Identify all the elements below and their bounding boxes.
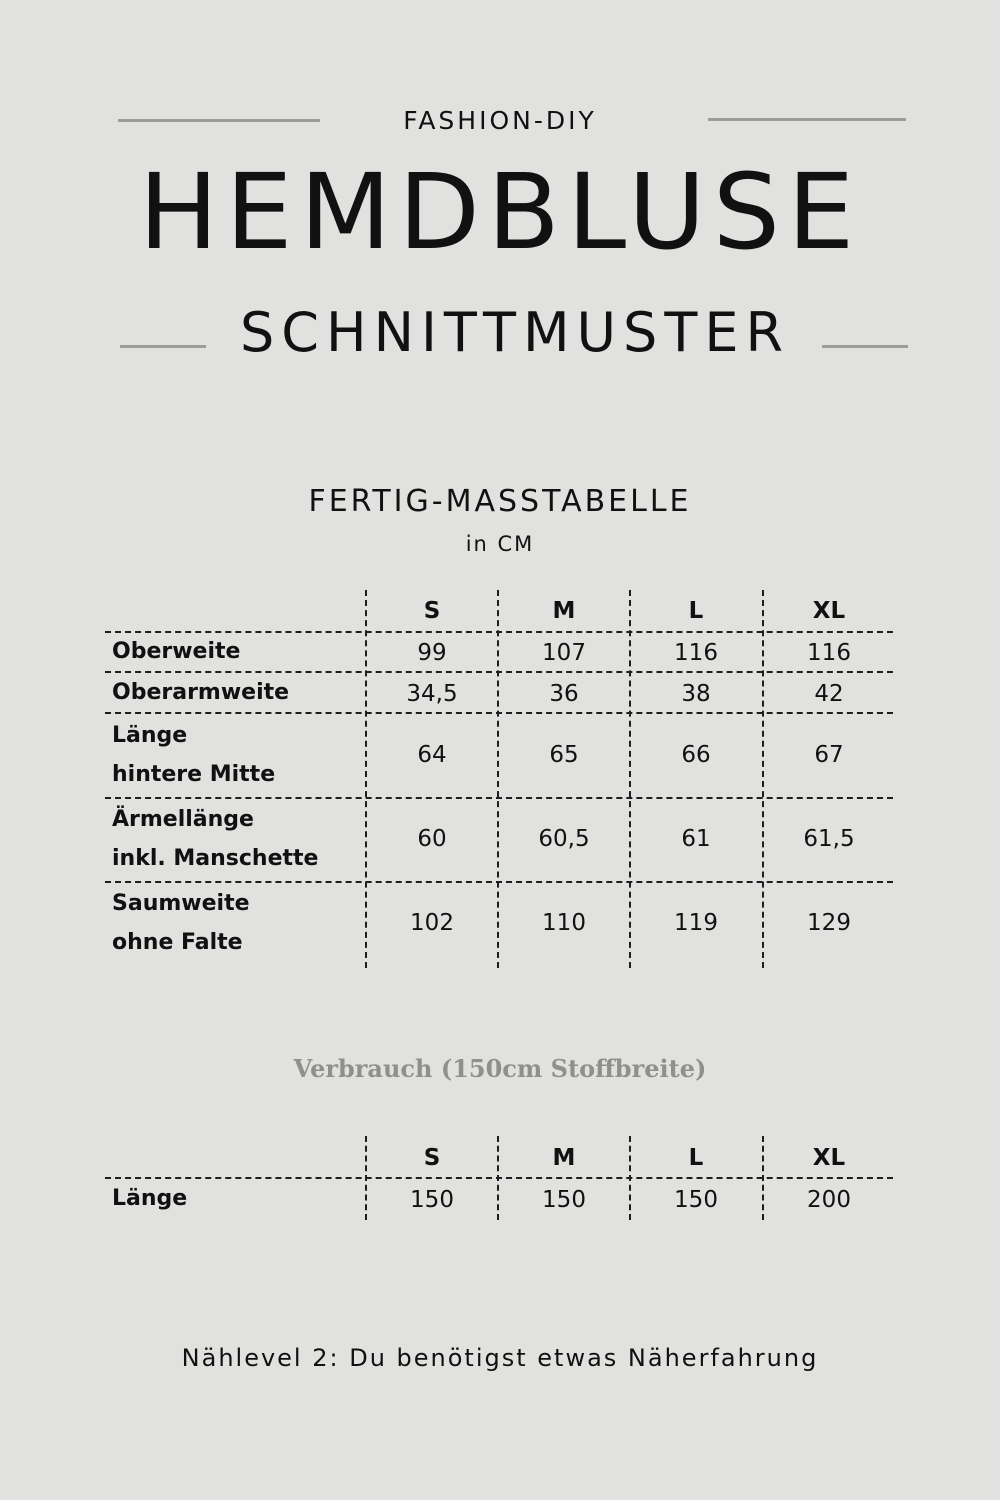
table-cell: 64	[417, 742, 447, 768]
size-header-s: S	[423, 598, 441, 624]
page-title: HEMDBLUSE	[138, 151, 862, 273]
size-header-l: L	[688, 598, 704, 624]
table-cell: 150	[410, 1187, 454, 1213]
table-cell: 67	[814, 742, 844, 768]
kicker-label: FASHION-DIY	[403, 106, 597, 135]
table-cell: 99	[417, 640, 447, 666]
usage-title: Verbrauch (150cm Stoffbreite)	[293, 1054, 707, 1083]
row-label-laenge-sub: hintere Mitte	[112, 762, 276, 787]
table-cell: 61,5	[803, 826, 855, 852]
table-cell: 150	[674, 1187, 718, 1213]
row-label-oberarmweite: Oberarmweite	[112, 680, 290, 705]
size-header-s: S	[423, 1145, 441, 1171]
row-label-oberweite: Oberweite	[112, 639, 241, 664]
table-cell: 129	[807, 910, 851, 936]
table-row-divider	[105, 881, 893, 883]
sewing-level-note: Nählevel 2: Du benötigst etwas Näherfahrung	[181, 1344, 819, 1372]
table-cell: 61	[681, 826, 711, 852]
table-row-divider	[105, 712, 893, 714]
table-cell: 116	[807, 640, 851, 666]
table-cell: 200	[807, 1187, 851, 1213]
row-label-saumweite-sub: ohne Falte	[112, 930, 243, 955]
row-label-saumweite: Saumweite	[112, 891, 250, 916]
table-cell: 60	[417, 826, 447, 852]
table-cell: 66	[681, 742, 711, 768]
table-cell: 38	[681, 681, 711, 707]
table-cell: 34,5	[406, 681, 458, 707]
row-label-aermellaenge: Ärmellänge	[112, 807, 254, 832]
row-label-aermellaenge-sub: inkl. Manschette	[112, 846, 319, 871]
table-row-divider	[105, 797, 893, 799]
table-cell: 119	[674, 910, 718, 936]
size-header-xl: XL	[812, 598, 846, 624]
measurements-title: FERTIG-MASSTABELLE	[308, 484, 692, 519]
page-subtitle: SCHNITTMUSTER	[240, 301, 790, 364]
size-header-m: M	[552, 1145, 576, 1171]
table-cell: 36	[549, 681, 579, 707]
table-row-divider	[105, 1177, 893, 1179]
table-cell: 102	[410, 910, 454, 936]
table-cell: 65	[549, 742, 579, 768]
table-cell: 42	[814, 681, 844, 707]
table-cell: 150	[542, 1187, 586, 1213]
size-header-l: L	[688, 1145, 704, 1171]
table-cell: 60,5	[538, 826, 590, 852]
table-cell: 110	[542, 910, 586, 936]
size-header-m: M	[552, 598, 576, 624]
row-label-laenge: Länge	[112, 723, 188, 748]
measurements-unit: in CM	[465, 532, 535, 556]
row-label-laenge-usage: Länge	[112, 1186, 188, 1211]
table-cell: 107	[542, 640, 586, 666]
header-rule-right	[708, 118, 906, 121]
size-header-xl: XL	[812, 1145, 846, 1171]
table-cell: 116	[674, 640, 718, 666]
subtitle-rule-right	[822, 345, 908, 348]
